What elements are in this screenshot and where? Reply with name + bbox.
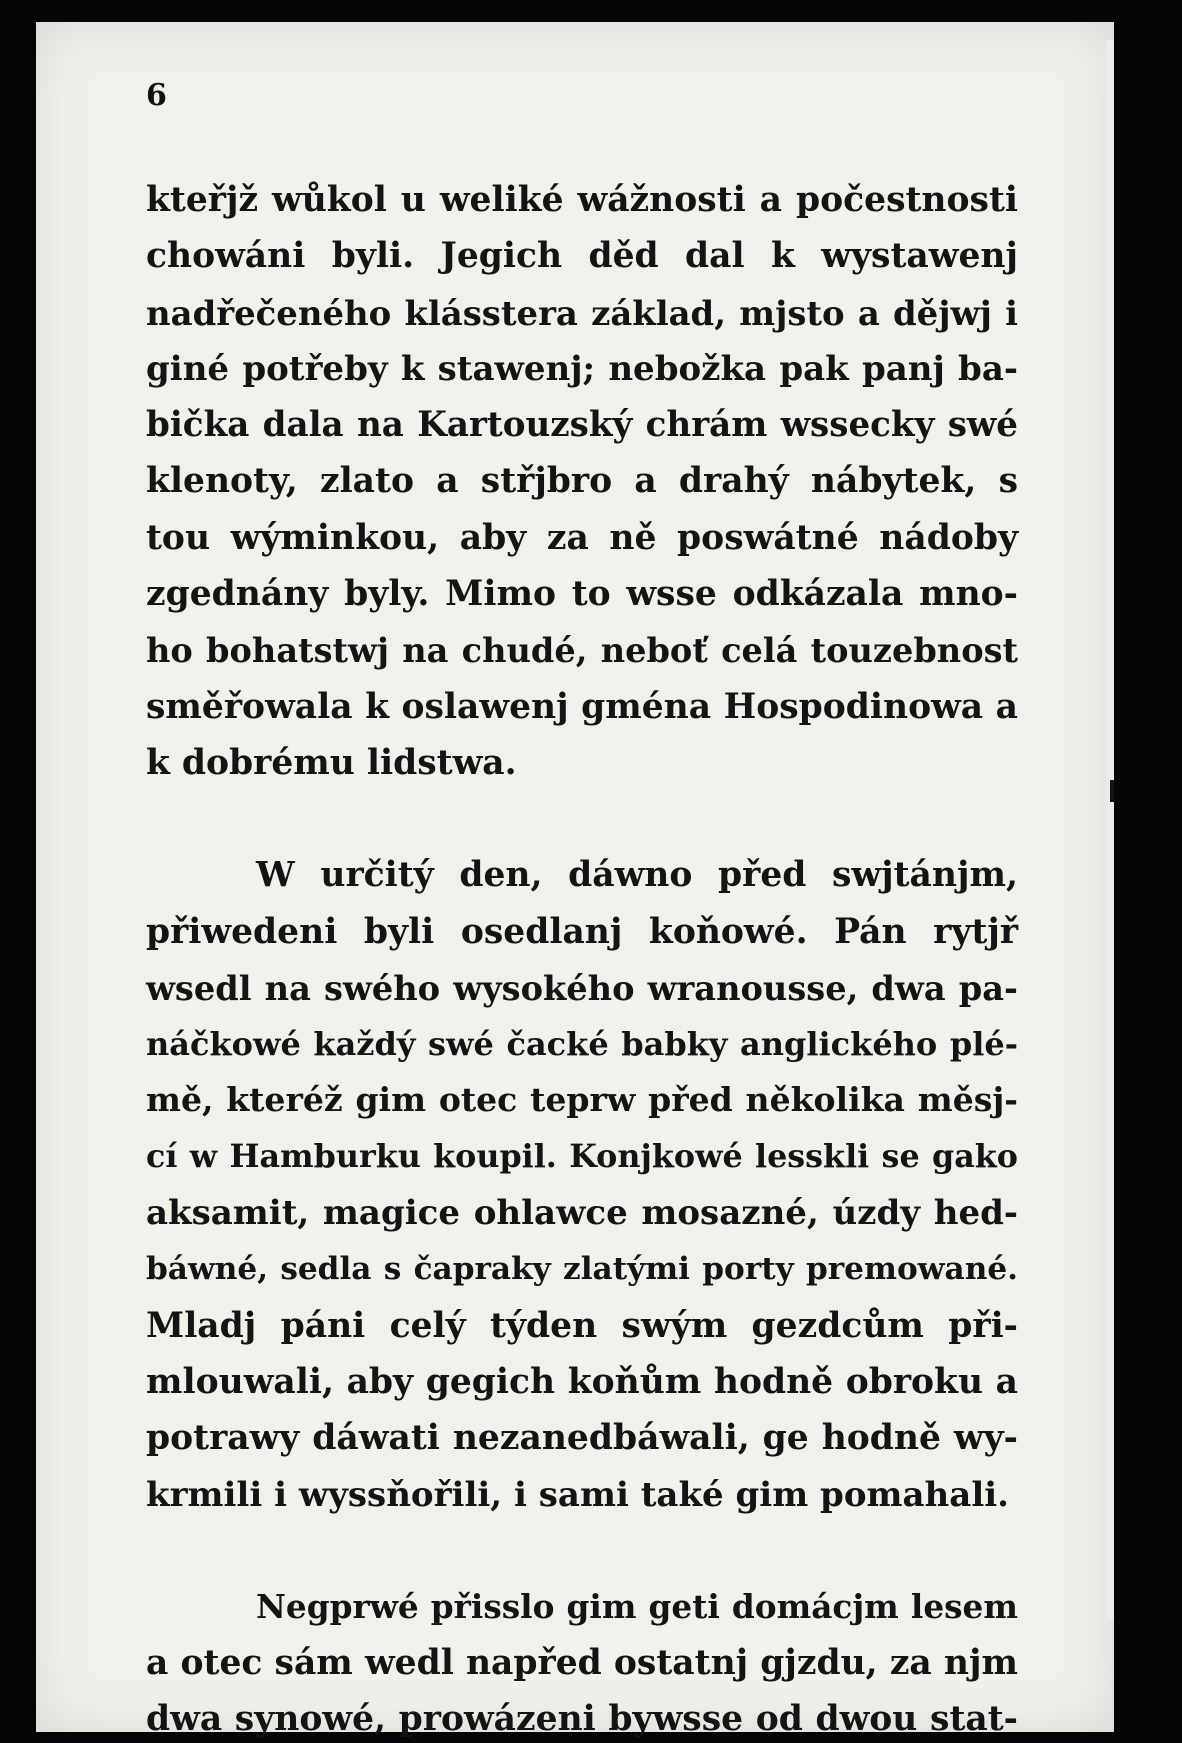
paragraph-gap <box>146 791 1018 847</box>
page-number: 6 <box>146 78 167 113</box>
paragraph-gap <box>146 1523 1018 1579</box>
text-line: přiwedeni byli osedlanj koňowé. Pán rytjř <box>146 911 1018 952</box>
paragraph <box>146 1579 1018 1743</box>
text-line: nadřečeného klássterа základ, mjsto a dějwj i <box>146 292 1018 333</box>
text-line: cí w Hamburku koupil. Konjkowé lesskli se gako <box>146 1137 1018 1175</box>
text-line: ho bohatstwj na chudé, neboť celá touzebnost <box>146 630 1018 671</box>
text-line: báwné, sedla s čapraky zlatými porty premowané. <box>146 1251 1018 1288</box>
text-line: klenoty, zlato a střjbro a drahý nábytek, s <box>146 461 1018 502</box>
text-line: kteřjž wůkol u weliké wážnosti a počestnosti <box>146 180 1018 220</box>
text-line: giné potřeby k stawenj; nebožka pak panj ba- <box>146 348 1018 389</box>
text-line: mlouwali, aby gegich koňům hodně obroku a <box>146 1361 1018 1402</box>
text-line: Negprwé přisslo gim geti domácjm lesem <box>256 1586 1018 1626</box>
text-line: krmili i wyssňořili, i sami také gim pomahali. <box>146 1474 1010 1515</box>
text-line: mě, kteréž gim otec teprw před několika měsj- <box>146 1080 1018 1120</box>
text-line: a otec sám wedl napřed ostatnj gjzdu, za njm <box>146 1643 1018 1684</box>
paragraph <box>146 172 1018 791</box>
text-line: chowáni byli. Jegich děd dal k wystawenj <box>146 236 1018 277</box>
text-line: bička dala na Kartouzský chrám wssecky swé <box>146 405 1018 446</box>
text-line: potrawy dáwati nezanedbáwali, ge hodně wy- <box>146 1418 1018 1459</box>
paragraph <box>146 847 1018 1523</box>
text-line: zgednány byly. Mimo to wsse odkázala mno- <box>146 574 1018 615</box>
text-line: aksamit, magice ohlawce mosazné, úzdy hed- <box>146 1193 1018 1234</box>
text-line: náčkowé každý swé čacké babky anglického plé- <box>146 1025 1018 1064</box>
text-line: k dobrému lidstwa. <box>146 742 517 783</box>
scan-border <box>1114 0 1182 1743</box>
text-line: směřowala k oslawenj gména Hospodinowa a <box>146 686 1018 727</box>
text-line: W určitý den, dáwno před swjtánjm, <box>256 855 1018 896</box>
text-line: dwa synowé, prowázeni bywsse od dwou stat- <box>146 1699 1018 1740</box>
text-line: Mladj páni celý týden swým gezdcům při- <box>146 1305 1018 1346</box>
text-line: tou wýminkou, aby za ně poswátné nádoby <box>146 517 1018 558</box>
text-line: wsedl na swého wysokého wranousse, dwa pa- <box>146 967 1018 1008</box>
body-text <box>146 172 1018 1743</box>
